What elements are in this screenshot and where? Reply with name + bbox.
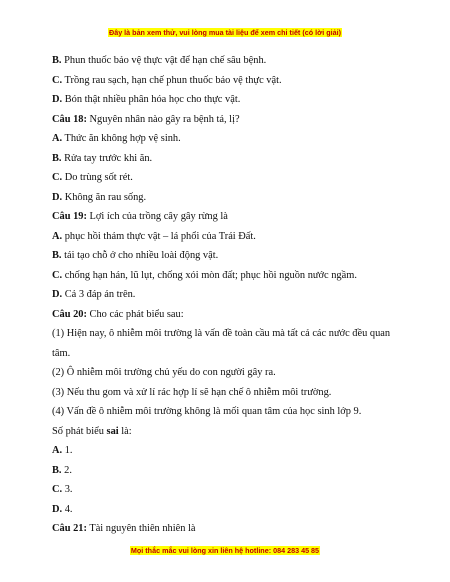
option-line: A. Thức ăn không hợp vệ sinh. — [52, 133, 181, 144]
option-line: B. tái tạo chỗ ở cho nhiều loài động vật. — [52, 250, 219, 261]
statement-line: (4) Vấn đề ô nhiễm môi trường không là mối quan tâm của học sinh lớp 9. — [52, 406, 362, 417]
option-line: C. chống hạn hán, lũ lụt, chống xói mòn đất; phục hồi nguồn nước ngầm. — [52, 269, 357, 281]
option-line: B. Phun thuốc bảo vệ thực vật để hạn chế sâu bệnh. — [52, 55, 267, 66]
option-line: D. 4. — [52, 503, 73, 515]
option-line: C. 3. — [52, 484, 73, 495]
option-line: A. 1. — [52, 445, 73, 456]
hotline-text: Mọi thắc mắc vui lòng xin liên hệ hotline: 084 283 45 85 — [130, 546, 320, 555]
preview-notice-banner — [0, 28, 450, 37]
option-line: C. Trồng rau sạch, hạn chế phun thuốc bảo vệ thực vật. — [52, 74, 282, 86]
option-line: D. Không ăn rau sống. — [52, 191, 147, 203]
option-line: A. phục hồi thảm thực vật – lá phổi của Trái Đất. — [52, 230, 256, 242]
option-line: D. Cả 3 đáp án trên. — [52, 289, 136, 300]
question-line: Câu 19: Lợi ích của trồng cây gây rừng là — [52, 211, 228, 222]
statement-line: (2) Ô nhiễm môi trường chủ yếu do con người gây ra. — [52, 367, 276, 378]
question-line: Câu 18: Nguyên nhân nào gây ra bệnh tả, lị? — [52, 113, 240, 125]
hotline-banner — [0, 546, 450, 555]
question-line: Câu 20: Cho các phát biểu sau: — [52, 308, 184, 320]
option-line: D. Bón thật nhiều phân hóa học cho thực vật. — [52, 94, 241, 105]
option-line: B. Rửa tay trước khi ăn. — [52, 152, 153, 164]
option-line: C. Do trùng sốt rét. — [52, 172, 133, 183]
statement-line: (1) Hiện nay, ô nhiễm môi trường là vấn đề toàn cầu mà tất cả các nước đều quan tâm. — [52, 328, 391, 359]
statement-line: (3) Nếu thu gom và xử lí rác hợp lí sẽ hạn chế ô nhiễm môi trường. — [52, 386, 332, 398]
document-body — [52, 51, 407, 539]
option-line: B. 2. — [52, 464, 72, 476]
preview-notice-text: Đây là bản xem thử, vui lòng mua tài liệu để xem chi tiết (có lời giải) — [109, 28, 341, 37]
question-line: Câu 21: Tài nguyên thiên nhiên là — [52, 523, 196, 534]
prompt-line: Số phát biểu sai là: — [52, 425, 132, 437]
